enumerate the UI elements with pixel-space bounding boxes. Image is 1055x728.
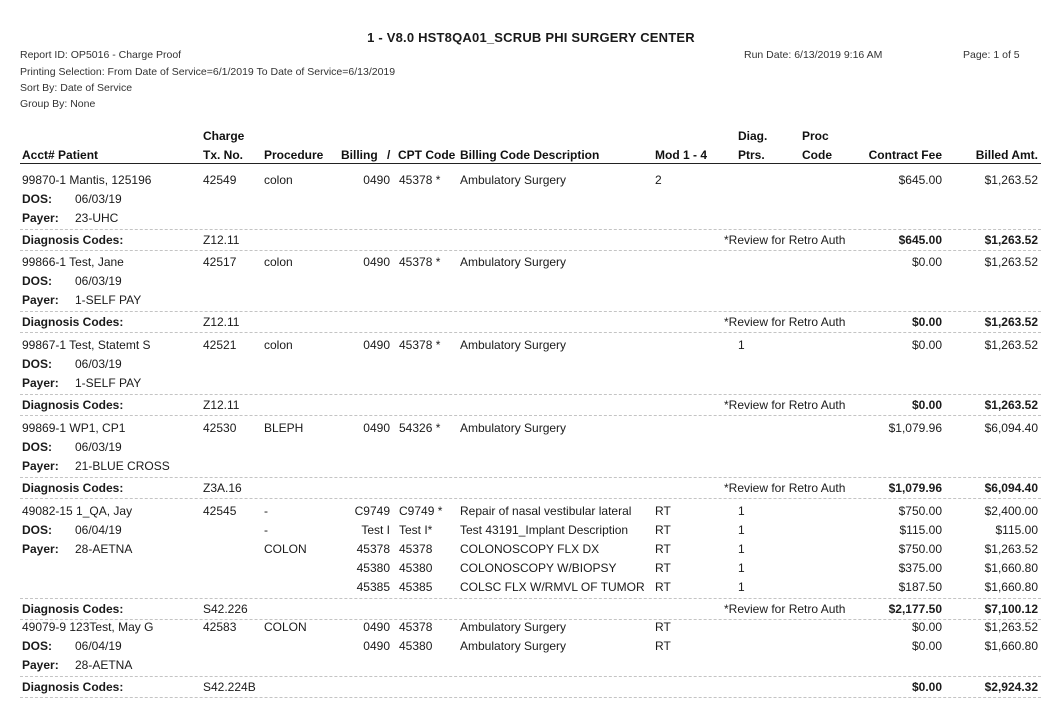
line-billed-amt: $1,263.52 <box>984 255 1038 269</box>
col-acct-patient: Acct# Patient <box>22 148 99 162</box>
charge-tx-no: 42521 <box>203 338 237 352</box>
line-billing: 0490 <box>363 639 390 653</box>
line-contract-fee: $187.50 <box>898 580 942 594</box>
line-cpt: 54326 * <box>399 421 441 435</box>
diagnosis-code: Z12.11 <box>203 233 240 247</box>
line-billing: 45380 <box>356 561 390 575</box>
charge-tx-no: 42545 <box>203 504 237 518</box>
line-description: COLONOSCOPY W/BIOPSY <box>460 561 617 575</box>
run-date: Run Date: 6/13/2019 9:16 AM <box>744 49 883 61</box>
col-contract-fee: Contract Fee <box>868 148 942 162</box>
retro-auth-note: *Review for Retro Auth <box>724 315 846 329</box>
group-by: Group By: None <box>20 98 96 110</box>
line-procedure: colon <box>264 173 293 187</box>
line-procedure: - <box>264 504 268 518</box>
col-cpt-code: CPT Code <box>398 148 456 162</box>
group-separator <box>20 311 1041 312</box>
payer-label: Payer: <box>22 542 59 556</box>
line-description: Ambulatory Surgery <box>460 639 567 653</box>
charge-tx-no: 42530 <box>203 421 237 435</box>
line-billed-amt: $1,660.80 <box>984 561 1038 575</box>
line-description: Ambulatory Surgery <box>460 338 567 352</box>
payer-label: Payer: <box>22 658 59 672</box>
dos-label: DOS: <box>22 440 52 454</box>
group-separator <box>20 676 1041 677</box>
line-diag-ptr: 1 <box>738 338 745 352</box>
line-cpt: 45380 <box>399 561 433 575</box>
diagnosis-code: S42.226 <box>203 602 248 616</box>
dos-value: 06/04/19 <box>75 523 122 537</box>
diagnosis-code: S42.224B <box>203 680 256 694</box>
total-contract-fee: $0.00 <box>911 315 942 329</box>
dos-value: 06/03/19 <box>75 274 122 288</box>
diagnosis-codes-label: Diagnosis Codes: <box>22 481 124 495</box>
total-contract-fee: $645.00 <box>898 233 942 247</box>
line-contract-fee: $645.00 <box>898 173 942 187</box>
dos-label: DOS: <box>22 357 52 371</box>
line-diag-ptr: 1 <box>738 504 745 518</box>
patient-acct: 49082-15 1_QA, Jay <box>22 504 133 518</box>
col-proc-line1: Proc <box>802 129 829 143</box>
col-billed-amt: Billed Amt. <box>975 148 1038 162</box>
total-billed-amt: $2,924.32 <box>984 680 1038 694</box>
payer-value: 23-UHC <box>75 211 119 225</box>
dos-label: DOS: <box>22 274 52 288</box>
total-contract-fee: $2,177.50 <box>888 602 942 616</box>
group-separator <box>20 697 1041 698</box>
line-mod: RT <box>655 542 671 556</box>
line-contract-fee: $1,079.96 <box>888 421 942 435</box>
payer-label: Payer: <box>22 459 59 473</box>
group-separator <box>20 598 1041 599</box>
line-procedure: colon <box>264 255 293 269</box>
line-diag-ptr: 1 <box>738 523 745 537</box>
col-slash: / <box>387 148 391 162</box>
line-mod: RT <box>655 580 671 594</box>
col-procedure: Procedure <box>264 148 324 162</box>
patient-acct: 99866-1 Test, Jane <box>22 255 124 269</box>
dos-value: 06/04/19 <box>75 639 122 653</box>
line-procedure: colon <box>264 338 293 352</box>
payer-value: 28-AETNA <box>75 658 133 672</box>
line-cpt: 45378 <box>399 620 433 634</box>
charge-tx-no: 42583 <box>203 620 237 634</box>
line-billing: 0490 <box>363 421 390 435</box>
patient-acct: 99869-1 WP1, CP1 <box>22 421 126 435</box>
line-billed-amt: $1,263.52 <box>984 338 1038 352</box>
line-billed-amt: $1,660.80 <box>984 580 1038 594</box>
line-mod: RT <box>655 561 671 575</box>
payer-value: 28-AETNA <box>75 542 133 556</box>
line-contract-fee: $0.00 <box>911 620 942 634</box>
line-description: Test 43191_Implant Description <box>460 523 629 537</box>
line-billing: 0490 <box>363 620 390 634</box>
group-separator <box>20 250 1041 251</box>
line-description: Ambulatory Surgery <box>460 173 567 187</box>
total-contract-fee: $0.00 <box>911 398 942 412</box>
diagnosis-codes-label: Diagnosis Codes: <box>22 398 124 412</box>
retro-auth-note: *Review for Retro Auth <box>724 481 846 495</box>
line-contract-fee: $0.00 <box>911 255 942 269</box>
group-separator <box>20 229 1041 230</box>
line-description: Ambulatory Surgery <box>460 255 567 269</box>
patient-acct: 99870-1 Mantis, 125196 <box>22 173 152 187</box>
payer-label: Payer: <box>22 376 59 390</box>
col-billing-desc: Billing Code Description <box>460 148 600 162</box>
line-contract-fee: $0.00 <box>911 338 942 352</box>
line-billed-amt: $1,263.52 <box>984 620 1038 634</box>
diagnosis-codes-label: Diagnosis Codes: <box>22 680 124 694</box>
dos-label: DOS: <box>22 523 52 537</box>
page-number: Page: 1 of 5 <box>963 49 1020 61</box>
col-charge-line1: Charge <box>203 129 245 143</box>
group-separator <box>20 332 1041 333</box>
line-mod: RT <box>655 504 671 518</box>
patient-acct: 49079-9 123Test, May G <box>22 620 154 634</box>
dos-label: DOS: <box>22 639 52 653</box>
line-procedure: COLON <box>264 542 307 556</box>
line-contract-fee: $750.00 <box>898 504 942 518</box>
payer-label: Payer: <box>22 211 59 225</box>
col-mod: Mod 1 - 4 <box>655 148 708 162</box>
total-contract-fee: $0.00 <box>911 680 942 694</box>
line-billed-amt: $1,660.80 <box>984 639 1038 653</box>
line-cpt: 45378 * <box>399 255 441 269</box>
line-diag-ptr: 1 <box>738 561 745 575</box>
diagnosis-codes-label: Diagnosis Codes: <box>22 315 124 329</box>
line-description: Ambulatory Surgery <box>460 421 567 435</box>
line-billing: 0490 <box>363 338 390 352</box>
diagnosis-code: Z12.11 <box>203 315 240 329</box>
diagnosis-codes-label: Diagnosis Codes: <box>22 602 124 616</box>
payer-value: 21-BLUE CROSS <box>75 459 170 473</box>
total-billed-amt: $1,263.52 <box>984 398 1038 412</box>
col-diag-line2: Ptrs. <box>738 148 765 162</box>
retro-auth-note: *Review for Retro Auth <box>724 602 846 616</box>
line-description: Repair of nasal vestibular lateral <box>460 504 632 518</box>
dos-value: 06/03/19 <box>75 357 122 371</box>
charge-tx-no: 42549 <box>203 173 237 187</box>
group-separator <box>20 415 1041 416</box>
line-cpt: Test I* <box>399 523 433 537</box>
line-cpt: 45380 <box>399 639 433 653</box>
col-diag-line1: Diag. <box>738 129 768 143</box>
line-contract-fee: $375.00 <box>898 561 942 575</box>
line-billed-amt: $1,263.52 <box>984 542 1038 556</box>
line-procedure: - <box>264 523 268 537</box>
line-billed-amt: $1,263.52 <box>984 173 1038 187</box>
line-description: COLONOSCOPY FLX DX <box>460 542 600 556</box>
dos-value: 06/03/19 <box>75 192 122 206</box>
group-separator <box>20 498 1041 499</box>
line-billed-amt: $6,094.40 <box>984 421 1038 435</box>
line-billing: 45378 <box>356 542 390 556</box>
line-mod: RT <box>655 620 671 634</box>
line-description: Ambulatory Surgery <box>460 620 567 634</box>
line-billed-amt: $115.00 <box>995 523 1038 537</box>
charge-tx-no: 42517 <box>203 255 237 269</box>
dos-label: DOS: <box>22 192 52 206</box>
line-billing: Test I <box>361 523 390 537</box>
line-cpt: C9749 * <box>399 504 443 518</box>
payer-value: 1-SELF PAY <box>75 293 142 307</box>
line-billed-amt: $2,400.00 <box>984 504 1038 518</box>
retro-auth-note: *Review for Retro Auth <box>724 233 846 247</box>
patient-acct: 99867-1 Test, Statemt S <box>22 338 151 352</box>
line-diag-ptr: 1 <box>738 580 745 594</box>
diagnosis-codes-label: Diagnosis Codes: <box>22 233 124 247</box>
total-billed-amt: $1,263.52 <box>984 315 1038 329</box>
group-separator <box>20 477 1041 478</box>
diagnosis-code: Z12.11 <box>203 398 240 412</box>
group-separator <box>20 394 1041 395</box>
total-contract-fee: $1,079.96 <box>888 481 942 495</box>
line-cpt: 45378 <box>399 542 433 556</box>
retro-auth-note: *Review for Retro Auth <box>724 398 846 412</box>
total-billed-amt: $6,094.40 <box>984 481 1038 495</box>
line-cpt: 45378 * <box>399 338 441 352</box>
line-description: COLSC FLX W/RMVL OF TUMOR <box>460 580 645 594</box>
payer-value: 1-SELF PAY <box>75 376 142 390</box>
col-proc-line2: Code <box>802 148 832 162</box>
line-billing: C9749 <box>354 504 390 518</box>
sort-by: Sort By: Date of Service <box>20 82 133 94</box>
line-billing: 0490 <box>363 173 390 187</box>
dos-value: 06/03/19 <box>75 440 122 454</box>
printing-selection: Printing Selection: From Date of Service=6/1/2019 To Date of Service=6/13/2019 <box>20 66 396 78</box>
line-billing: 0490 <box>363 255 390 269</box>
line-procedure: BLEPH <box>264 421 304 435</box>
line-procedure: COLON <box>264 620 307 634</box>
line-mod: RT <box>655 639 671 653</box>
report-title: 1 - V8.0 HST8QA01_SCRUB PHI SURGERY CENTER <box>367 30 695 45</box>
total-billed-amt: $1,263.52 <box>984 233 1038 247</box>
line-cpt: 45385 <box>399 580 433 594</box>
total-billed-amt: $7,100.12 <box>984 602 1038 616</box>
line-contract-fee: $0.00 <box>911 639 942 653</box>
line-mod: RT <box>655 523 671 537</box>
line-mod: 2 <box>655 173 662 187</box>
payer-label: Payer: <box>22 293 59 307</box>
report-id: Report ID: OP5016 - Charge Proof <box>20 49 182 61</box>
line-diag-ptr: 1 <box>738 542 745 556</box>
diagnosis-code: Z3A.16 <box>203 481 242 495</box>
line-contract-fee: $750.00 <box>898 542 942 556</box>
col-charge-line2: Tx. No. <box>203 148 244 162</box>
line-contract-fee: $115.00 <box>899 523 942 537</box>
col-billing: Billing <box>341 148 378 162</box>
line-cpt: 45378 * <box>399 173 441 187</box>
line-billing: 45385 <box>356 580 390 594</box>
